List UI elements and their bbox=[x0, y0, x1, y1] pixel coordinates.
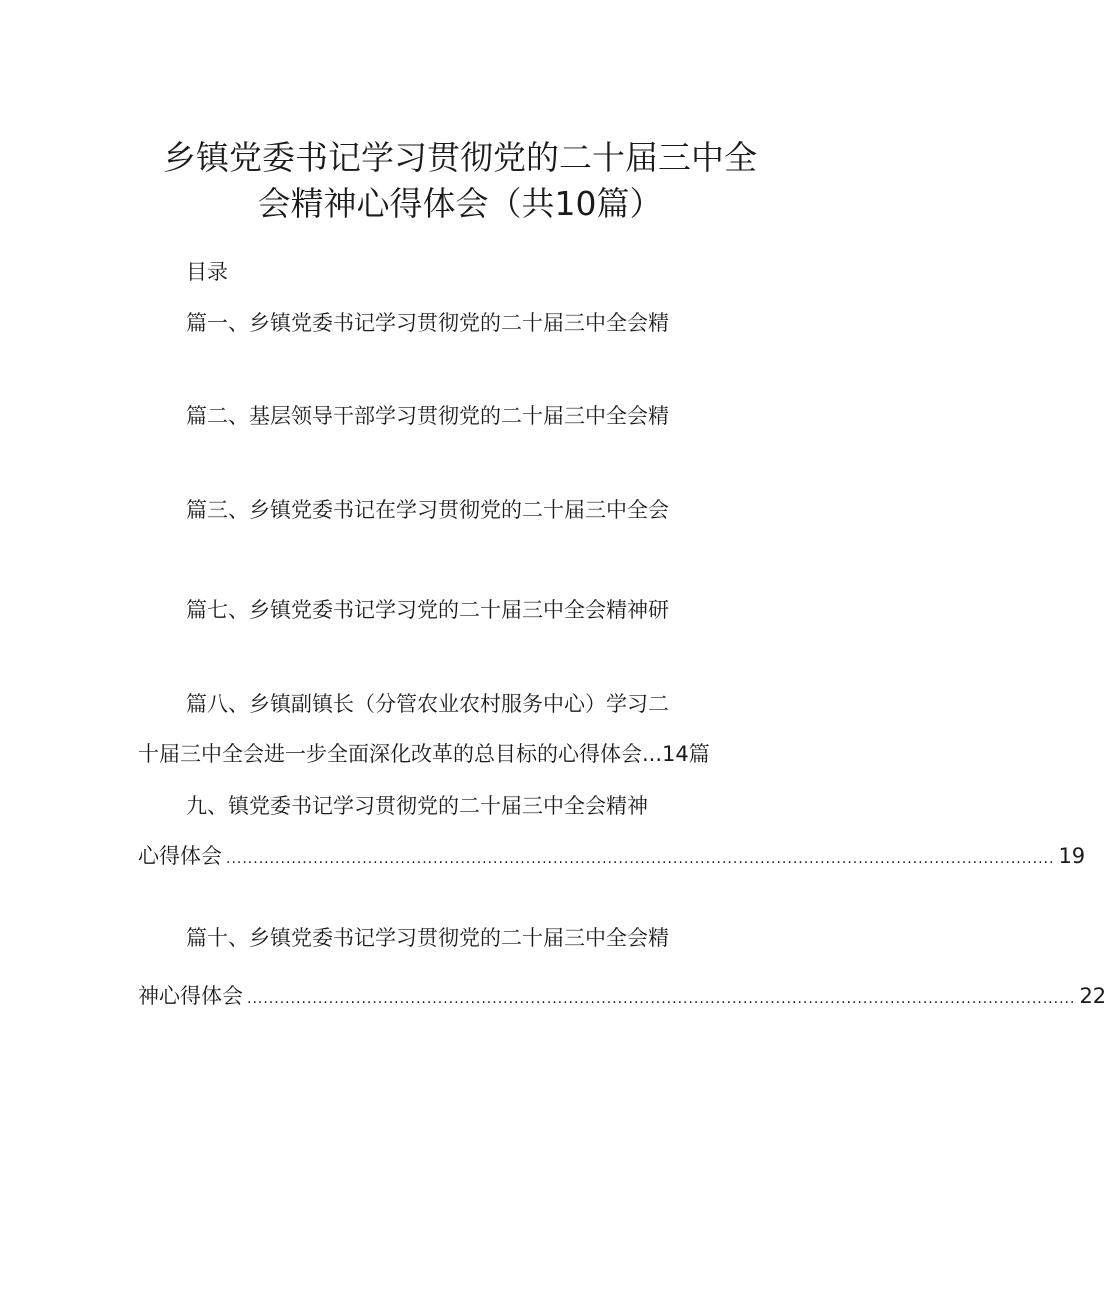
toc-entry-9-line-1[interactable]: 九、镇党委书记学习贯彻党的二十届三中全会精神 bbox=[186, 794, 648, 818]
dot-leader: ........................................................................................................................................................ bbox=[226, 851, 1055, 867]
toc-heading: 目录 bbox=[186, 260, 228, 284]
toc-entry-8-line-1[interactable]: 篇八、乡镇副镇长（分管农业农村服务中心）学习二 bbox=[186, 692, 669, 716]
toc-entry-8-line-2[interactable]: 十届三中全会进一步全面深化改革的总目标的心得体会...14篇 bbox=[138, 742, 710, 766]
toc-entry-10-text: 神心得体会 bbox=[138, 984, 243, 1008]
toc-entry-9-page-number: 19 bbox=[1058, 844, 1086, 868]
toc-entry-10-line-1[interactable]: 篇十、乡镇党委书记学习贯彻党的二十届三中全会精 bbox=[186, 926, 669, 950]
document-title-line-1: 乡镇党委书记学习贯彻党的二十届三中全 bbox=[163, 138, 757, 177]
toc-entry-3[interactable]: 篇三、乡镇党委书记在学习贯彻党的二十届三中全会 bbox=[186, 498, 669, 522]
toc-entry-2[interactable]: 篇二、基层领导干部学习贯彻党的二十届三中全会精 bbox=[186, 404, 669, 428]
toc-entry-1[interactable]: 篇一、乡镇党委书记学习贯彻党的二十届三中全会精 bbox=[186, 311, 669, 335]
toc-entry-10-page-number: 22 bbox=[1079, 984, 1106, 1008]
toc-entry-9-text: 心得体会 bbox=[138, 844, 222, 868]
document-title-line-2: 会精神心得体会（共10篇） bbox=[257, 184, 663, 223]
toc-entry-9-line-2[interactable] bbox=[138, 842, 1086, 873]
toc-entry-10-line-2[interactable] bbox=[138, 982, 1106, 1013]
dot-leader: ........................................................................................................................................................ bbox=[247, 991, 1076, 1007]
toc-entry-7[interactable]: 篇七、乡镇党委书记学习党的二十届三中全会精神研 bbox=[186, 598, 669, 622]
